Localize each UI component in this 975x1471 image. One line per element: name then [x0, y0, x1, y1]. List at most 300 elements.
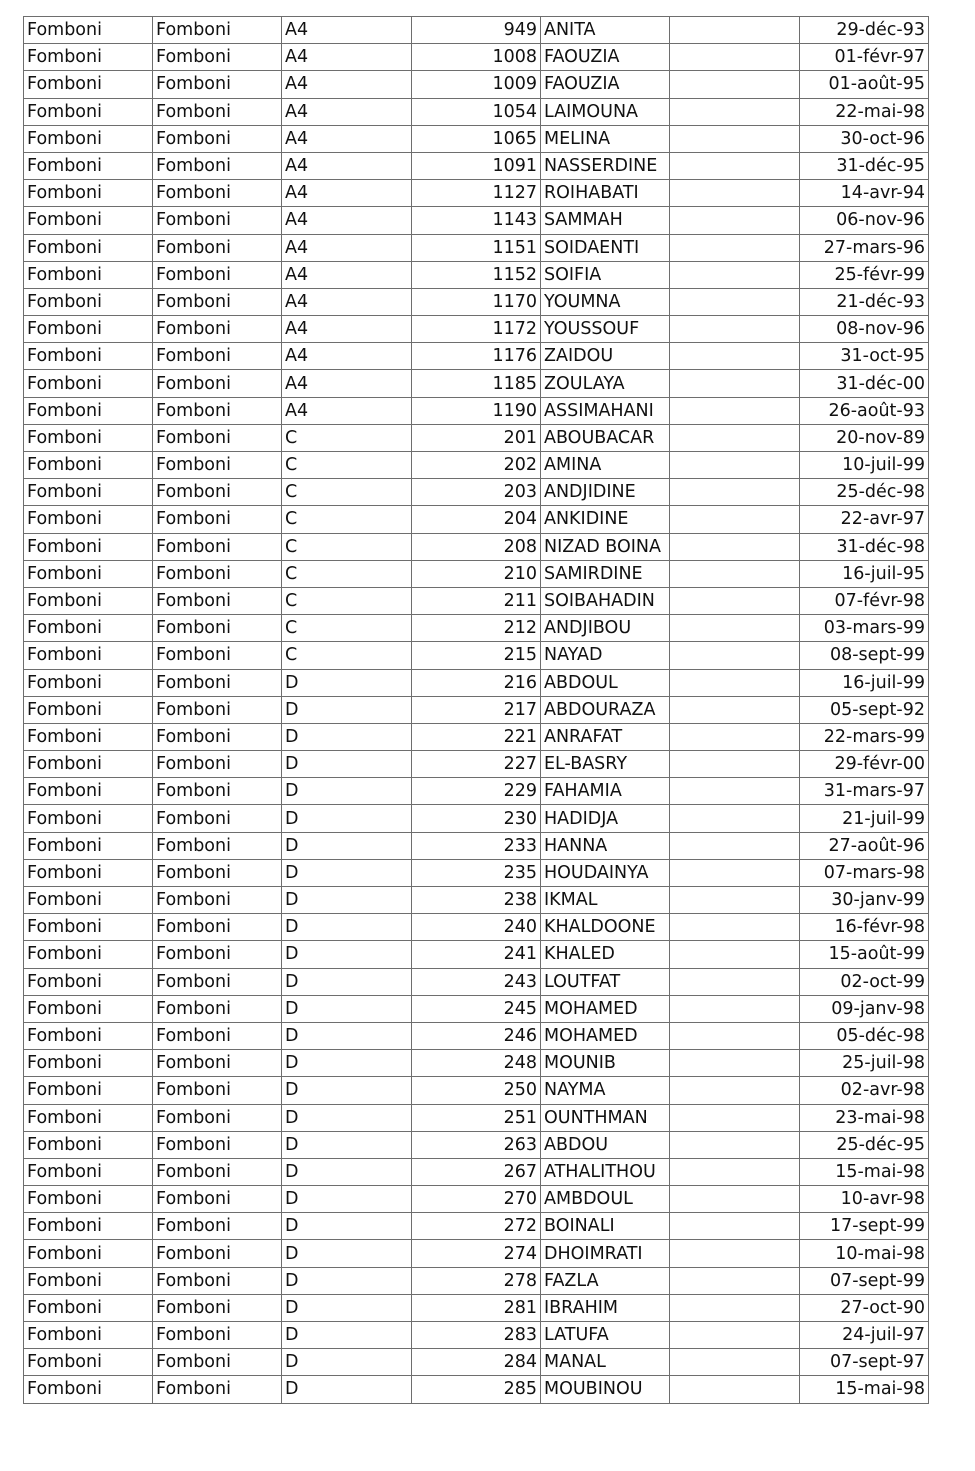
city-cell: Fomboni: [24, 778, 153, 805]
name-cell: IBRAHIM: [541, 1294, 670, 1321]
date-cell: 21-déc-93: [800, 288, 929, 315]
city-cell: Fomboni: [24, 1376, 153, 1403]
number-cell: 243: [412, 968, 541, 995]
name-cell: FAOUZIA: [541, 71, 670, 98]
class-cell: C: [282, 479, 412, 506]
locality-cell: Fomboni: [153, 180, 282, 207]
class-cell: D: [282, 751, 412, 778]
name-cell: IKMAL: [541, 887, 670, 914]
table-row: [24, 533, 929, 560]
name-cell: HOUDAINYA: [541, 859, 670, 886]
empty-cell: [670, 1294, 800, 1321]
date-cell: 24-juil-97: [800, 1322, 929, 1349]
name-cell: MOUBINOU: [541, 1376, 670, 1403]
city-cell: Fomboni: [24, 1158, 153, 1185]
date-cell: 23-mai-98: [800, 1104, 929, 1131]
locality-cell: Fomboni: [153, 71, 282, 98]
class-cell: C: [282, 533, 412, 560]
empty-cell: [670, 1186, 800, 1213]
locality-cell: Fomboni: [153, 1349, 282, 1376]
name-cell: NASSERDINE: [541, 152, 670, 179]
locality-cell: Fomboni: [153, 1213, 282, 1240]
empty-cell: [670, 533, 800, 560]
city-cell: Fomboni: [24, 343, 153, 370]
table-row: [24, 343, 929, 370]
empty-cell: [670, 1240, 800, 1267]
date-cell: 17-sept-99: [800, 1213, 929, 1240]
class-cell: A4: [282, 152, 412, 179]
city-cell: Fomboni: [24, 180, 153, 207]
empty-cell: [670, 397, 800, 424]
name-cell: ATHALITHOU: [541, 1158, 670, 1185]
empty-cell: [670, 587, 800, 614]
name-cell: FAZLA: [541, 1267, 670, 1294]
empty-cell: [670, 261, 800, 288]
table-row: [24, 452, 929, 479]
name-cell: NIZAD BOINA: [541, 533, 670, 560]
date-cell: 08-nov-96: [800, 316, 929, 343]
date-cell: 15-mai-98: [800, 1158, 929, 1185]
city-cell: Fomboni: [24, 424, 153, 451]
date-cell: 07-mars-98: [800, 859, 929, 886]
city-cell: Fomboni: [24, 642, 153, 669]
class-cell: A4: [282, 316, 412, 343]
class-cell: C: [282, 642, 412, 669]
class-cell: A4: [282, 207, 412, 234]
locality-cell: Fomboni: [153, 587, 282, 614]
class-cell: C: [282, 506, 412, 533]
class-cell: D: [282, 723, 412, 750]
empty-cell: [670, 1158, 800, 1185]
class-cell: D: [282, 1158, 412, 1185]
name-cell: SAMIRDINE: [541, 560, 670, 587]
empty-cell: [670, 887, 800, 914]
empty-cell: [670, 1050, 800, 1077]
city-cell: Fomboni: [24, 832, 153, 859]
number-cell: 246: [412, 1022, 541, 1049]
number-cell: 215: [412, 642, 541, 669]
name-cell: EL-BASRY: [541, 751, 670, 778]
name-cell: LAIMOUNA: [541, 98, 670, 125]
number-cell: 272: [412, 1213, 541, 1240]
name-cell: LATUFA: [541, 1322, 670, 1349]
table-row: [24, 1186, 929, 1213]
empty-cell: [670, 207, 800, 234]
empty-cell: [670, 1022, 800, 1049]
number-cell: 949: [412, 17, 541, 44]
date-cell: 27-oct-90: [800, 1294, 929, 1321]
name-cell: ABDOU: [541, 1131, 670, 1158]
name-cell: ANITA: [541, 17, 670, 44]
city-cell: Fomboni: [24, 1294, 153, 1321]
locality-cell: Fomboni: [153, 397, 282, 424]
table-row: [24, 1131, 929, 1158]
table-row: [24, 832, 929, 859]
table-row: [24, 859, 929, 886]
empty-cell: [670, 1104, 800, 1131]
name-cell: YOUMNA: [541, 288, 670, 315]
table-row: [24, 1294, 929, 1321]
city-cell: Fomboni: [24, 261, 153, 288]
date-cell: 16-juil-99: [800, 669, 929, 696]
date-cell: 10-mai-98: [800, 1240, 929, 1267]
city-cell: Fomboni: [24, 1240, 153, 1267]
number-cell: 1151: [412, 234, 541, 261]
locality-cell: Fomboni: [153, 17, 282, 44]
number-cell: 227: [412, 751, 541, 778]
table-row: [24, 669, 929, 696]
class-cell: C: [282, 587, 412, 614]
number-cell: 1054: [412, 98, 541, 125]
empty-cell: [670, 995, 800, 1022]
locality-cell: Fomboni: [153, 941, 282, 968]
date-cell: 09-janv-98: [800, 995, 929, 1022]
class-cell: A4: [282, 180, 412, 207]
date-cell: 21-juil-99: [800, 805, 929, 832]
table-row: [24, 1213, 929, 1240]
locality-cell: Fomboni: [153, 370, 282, 397]
empty-cell: [670, 1213, 800, 1240]
number-cell: 210: [412, 560, 541, 587]
locality-cell: Fomboni: [153, 1050, 282, 1077]
locality-cell: Fomboni: [153, 1131, 282, 1158]
empty-cell: [670, 1322, 800, 1349]
locality-cell: Fomboni: [153, 968, 282, 995]
table-row: [24, 125, 929, 152]
city-cell: Fomboni: [24, 1213, 153, 1240]
number-cell: 248: [412, 1050, 541, 1077]
empty-cell: [670, 615, 800, 642]
class-cell: A4: [282, 343, 412, 370]
city-cell: Fomboni: [24, 887, 153, 914]
locality-cell: Fomboni: [153, 234, 282, 261]
table-row: [24, 1022, 929, 1049]
city-cell: Fomboni: [24, 1267, 153, 1294]
number-cell: 281: [412, 1294, 541, 1321]
class-cell: D: [282, 1240, 412, 1267]
empty-cell: [670, 778, 800, 805]
class-cell: D: [282, 832, 412, 859]
date-cell: 16-juil-95: [800, 560, 929, 587]
class-cell: C: [282, 560, 412, 587]
table-row: [24, 615, 929, 642]
locality-cell: Fomboni: [153, 887, 282, 914]
table-row: [24, 887, 929, 914]
locality-cell: Fomboni: [153, 751, 282, 778]
date-cell: 15-mai-98: [800, 1376, 929, 1403]
locality-cell: Fomboni: [153, 832, 282, 859]
empty-cell: [670, 370, 800, 397]
name-cell: AMBDOUL: [541, 1186, 670, 1213]
date-cell: 25-déc-98: [800, 479, 929, 506]
city-cell: Fomboni: [24, 941, 153, 968]
number-cell: 204: [412, 506, 541, 533]
city-cell: Fomboni: [24, 1077, 153, 1104]
number-cell: 1152: [412, 261, 541, 288]
name-cell: MOHAMED: [541, 995, 670, 1022]
table-row: [24, 180, 929, 207]
locality-cell: Fomboni: [153, 1186, 282, 1213]
locality-cell: Fomboni: [153, 288, 282, 315]
table-row: [24, 778, 929, 805]
class-cell: D: [282, 995, 412, 1022]
city-cell: Fomboni: [24, 1349, 153, 1376]
table-row: [24, 751, 929, 778]
date-cell: 01-août-95: [800, 71, 929, 98]
number-cell: 208: [412, 533, 541, 560]
locality-cell: Fomboni: [153, 615, 282, 642]
number-cell: 1176: [412, 343, 541, 370]
date-cell: 03-mars-99: [800, 615, 929, 642]
empty-cell: [670, 44, 800, 71]
number-cell: 263: [412, 1131, 541, 1158]
city-cell: Fomboni: [24, 44, 153, 71]
name-cell: OUNTHMAN: [541, 1104, 670, 1131]
class-cell: D: [282, 1376, 412, 1403]
name-cell: ANDJIBOU: [541, 615, 670, 642]
table-row: [24, 995, 929, 1022]
empty-cell: [670, 343, 800, 370]
date-cell: 01-févr-97: [800, 44, 929, 71]
name-cell: ZOULAYA: [541, 370, 670, 397]
number-cell: 250: [412, 1077, 541, 1104]
table-row: [24, 98, 929, 125]
empty-cell: [670, 1376, 800, 1403]
locality-cell: Fomboni: [153, 805, 282, 832]
empty-cell: [670, 180, 800, 207]
number-cell: 245: [412, 995, 541, 1022]
table-row: [24, 424, 929, 451]
locality-cell: Fomboni: [153, 44, 282, 71]
number-cell: 1065: [412, 125, 541, 152]
empty-cell: [670, 1349, 800, 1376]
name-cell: ANKIDINE: [541, 506, 670, 533]
class-cell: C: [282, 452, 412, 479]
city-cell: Fomboni: [24, 397, 153, 424]
city-cell: Fomboni: [24, 533, 153, 560]
date-cell: 31-mars-97: [800, 778, 929, 805]
empty-cell: [670, 751, 800, 778]
class-cell: D: [282, 968, 412, 995]
empty-cell: [670, 805, 800, 832]
date-cell: 29-déc-93: [800, 17, 929, 44]
name-cell: YOUSSOUF: [541, 316, 670, 343]
locality-cell: Fomboni: [153, 261, 282, 288]
city-cell: Fomboni: [24, 1131, 153, 1158]
number-cell: 240: [412, 914, 541, 941]
name-cell: SOIDAENTI: [541, 234, 670, 261]
empty-cell: [670, 669, 800, 696]
city-cell: Fomboni: [24, 560, 153, 587]
table-row: [24, 1349, 929, 1376]
city-cell: Fomboni: [24, 1322, 153, 1349]
empty-cell: [670, 696, 800, 723]
date-cell: 25-déc-95: [800, 1131, 929, 1158]
table-row: [24, 723, 929, 750]
date-cell: 07-sept-97: [800, 1349, 929, 1376]
table-body: [24, 17, 929, 1404]
city-cell: Fomboni: [24, 1050, 153, 1077]
class-cell: D: [282, 669, 412, 696]
class-cell: D: [282, 1322, 412, 1349]
empty-cell: [670, 316, 800, 343]
class-cell: A4: [282, 125, 412, 152]
name-cell: NAYMA: [541, 1077, 670, 1104]
date-cell: 02-oct-99: [800, 968, 929, 995]
class-cell: A4: [282, 261, 412, 288]
city-cell: Fomboni: [24, 669, 153, 696]
table-row: [24, 234, 929, 261]
locality-cell: Fomboni: [153, 778, 282, 805]
table-row: [24, 17, 929, 44]
name-cell: FAHAMIA: [541, 778, 670, 805]
city-cell: Fomboni: [24, 234, 153, 261]
class-cell: A4: [282, 397, 412, 424]
date-cell: 31-déc-98: [800, 533, 929, 560]
number-cell: 1170: [412, 288, 541, 315]
empty-cell: [670, 560, 800, 587]
empty-cell: [670, 914, 800, 941]
empty-cell: [670, 642, 800, 669]
table-row: [24, 288, 929, 315]
name-cell: FAOUZIA: [541, 44, 670, 71]
locality-cell: Fomboni: [153, 1376, 282, 1403]
date-cell: 22-avr-97: [800, 506, 929, 533]
number-cell: 1143: [412, 207, 541, 234]
city-cell: Fomboni: [24, 968, 153, 995]
date-cell: 10-avr-98: [800, 1186, 929, 1213]
city-cell: Fomboni: [24, 479, 153, 506]
table-row: [24, 71, 929, 98]
city-cell: Fomboni: [24, 1104, 153, 1131]
name-cell: KHALDOONE: [541, 914, 670, 941]
class-cell: D: [282, 1050, 412, 1077]
date-cell: 31-déc-95: [800, 152, 929, 179]
number-cell: 283: [412, 1322, 541, 1349]
date-cell: 27-août-96: [800, 832, 929, 859]
table-row: [24, 1077, 929, 1104]
name-cell: MOHAMED: [541, 1022, 670, 1049]
number-cell: 1185: [412, 370, 541, 397]
locality-cell: Fomboni: [153, 669, 282, 696]
name-cell: SAMMAH: [541, 207, 670, 234]
class-cell: D: [282, 1077, 412, 1104]
city-cell: Fomboni: [24, 316, 153, 343]
class-cell: C: [282, 424, 412, 451]
city-cell: Fomboni: [24, 751, 153, 778]
table-row: [24, 152, 929, 179]
locality-cell: Fomboni: [153, 859, 282, 886]
locality-cell: Fomboni: [153, 98, 282, 125]
class-cell: D: [282, 805, 412, 832]
name-cell: KHALED: [541, 941, 670, 968]
class-cell: D: [282, 1186, 412, 1213]
table-row: [24, 1050, 929, 1077]
name-cell: ANDJIDINE: [541, 479, 670, 506]
city-cell: Fomboni: [24, 723, 153, 750]
empty-cell: [670, 17, 800, 44]
locality-cell: Fomboni: [153, 533, 282, 560]
class-cell: D: [282, 778, 412, 805]
name-cell: HANNA: [541, 832, 670, 859]
name-cell: MELINA: [541, 125, 670, 152]
empty-cell: [670, 98, 800, 125]
name-cell: ABOUBACAR: [541, 424, 670, 451]
table-row: [24, 1322, 929, 1349]
empty-cell: [670, 424, 800, 451]
table-row: [24, 44, 929, 71]
locality-cell: Fomboni: [153, 1022, 282, 1049]
date-cell: 22-mars-99: [800, 723, 929, 750]
table-row: [24, 560, 929, 587]
table-row: [24, 397, 929, 424]
date-cell: 22-mai-98: [800, 98, 929, 125]
empty-cell: [670, 288, 800, 315]
class-cell: D: [282, 859, 412, 886]
number-cell: 212: [412, 615, 541, 642]
name-cell: SOIBAHADIN: [541, 587, 670, 614]
class-cell: C: [282, 615, 412, 642]
class-cell: D: [282, 1267, 412, 1294]
city-cell: Fomboni: [24, 1186, 153, 1213]
empty-cell: [670, 152, 800, 179]
locality-cell: Fomboni: [153, 1158, 282, 1185]
number-cell: 235: [412, 859, 541, 886]
date-cell: 25-févr-99: [800, 261, 929, 288]
empty-cell: [670, 1267, 800, 1294]
date-cell: 31-déc-00: [800, 370, 929, 397]
locality-cell: Fomboni: [153, 1077, 282, 1104]
class-cell: A4: [282, 71, 412, 98]
city-cell: Fomboni: [24, 914, 153, 941]
number-cell: 284: [412, 1349, 541, 1376]
number-cell: 203: [412, 479, 541, 506]
class-cell: D: [282, 941, 412, 968]
name-cell: SOIFIA: [541, 261, 670, 288]
empty-cell: [670, 479, 800, 506]
name-cell: ZAIDOU: [541, 343, 670, 370]
table-row: [24, 316, 929, 343]
city-cell: Fomboni: [24, 995, 153, 1022]
date-cell: 14-avr-94: [800, 180, 929, 207]
locality-cell: Fomboni: [153, 452, 282, 479]
locality-cell: Fomboni: [153, 1267, 282, 1294]
locality-cell: Fomboni: [153, 506, 282, 533]
class-cell: A4: [282, 288, 412, 315]
empty-cell: [670, 234, 800, 261]
locality-cell: Fomboni: [153, 316, 282, 343]
table-row: [24, 805, 929, 832]
number-cell: 267: [412, 1158, 541, 1185]
date-cell: 20-nov-89: [800, 424, 929, 451]
date-cell: 05-sept-92: [800, 696, 929, 723]
date-cell: 29-févr-00: [800, 751, 929, 778]
date-cell: 05-déc-98: [800, 1022, 929, 1049]
locality-cell: Fomboni: [153, 696, 282, 723]
number-cell: 230: [412, 805, 541, 832]
number-cell: 229: [412, 778, 541, 805]
city-cell: Fomboni: [24, 207, 153, 234]
table-row: [24, 587, 929, 614]
name-cell: HADIDJA: [541, 805, 670, 832]
date-cell: 08-sept-99: [800, 642, 929, 669]
name-cell: ABDOURAZA: [541, 696, 670, 723]
locality-cell: Fomboni: [153, 343, 282, 370]
number-cell: 238: [412, 887, 541, 914]
date-cell: 16-févr-98: [800, 914, 929, 941]
number-cell: 1009: [412, 71, 541, 98]
city-cell: Fomboni: [24, 805, 153, 832]
